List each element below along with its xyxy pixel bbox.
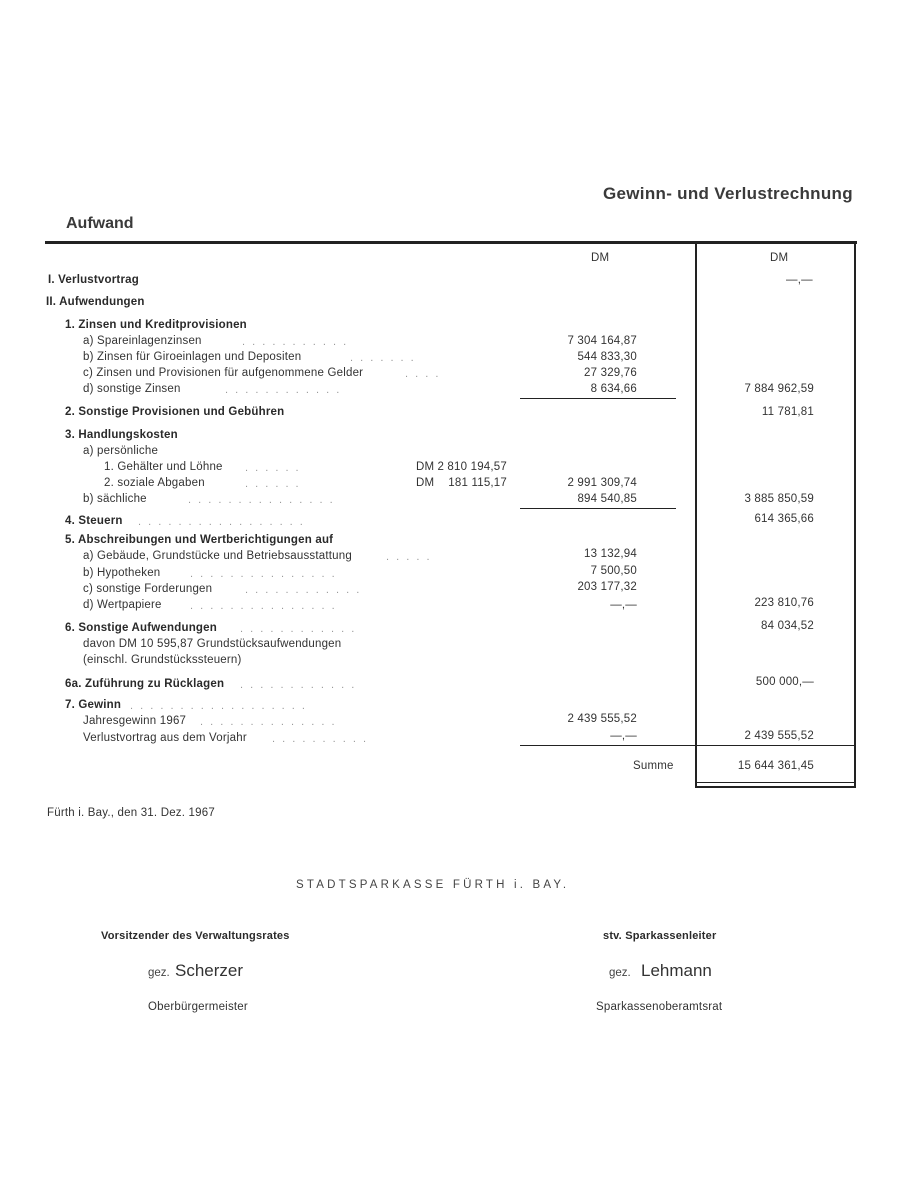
leader-dots: . . . . . . . . . . . . . . . <box>190 568 337 580</box>
column-header-dm-1: DM <box>591 252 610 264</box>
steuern-heading: 4. Steuern <box>65 515 123 527</box>
abschreibungen-a-label: a) Gebäude, Grundstücke und Betriebsausstattung <box>83 550 352 562</box>
right-gez: gez. <box>609 967 631 979</box>
left-signatory-title: Oberbürgermeister <box>148 1001 248 1013</box>
soziale-abgaben-label: 2. soziale Abgaben <box>104 477 205 489</box>
zinsen-d-label: d) sonstige Zinsen <box>83 383 181 395</box>
right-signatory-name: Lehmann <box>641 961 712 980</box>
leader-dots: . . . . . . . . . . . . <box>245 584 362 596</box>
soziale-abgaben-value: 181 115,17 <box>448 477 507 489</box>
steuern-total: 614 365,66 <box>754 513 814 525</box>
gewinn-total: 2 439 555,52 <box>744 730 814 742</box>
organization-name: STADTSPARKASSE FÜRTH i. BAY. <box>296 879 570 891</box>
right-signatory-role: stv. Sparkassenleiter <box>603 930 717 942</box>
double-rule-top <box>696 782 856 783</box>
leader-dots: . . . . . . . <box>350 352 416 364</box>
jahresgewinn-label: Jahresgewinn 1967 <box>83 715 187 727</box>
sonstige-aufwendungen-total: 84 034,52 <box>761 620 814 632</box>
gehaelter-currency: DM <box>416 461 435 473</box>
gehaelter-label: 1. Gehälter und Löhne <box>104 461 223 473</box>
leader-dots: . . . . . . . . . . . . <box>240 623 357 635</box>
left-signatory-role: Vorsitzender des Verwaltungsrates <box>101 930 290 942</box>
subtotal-rule <box>520 508 676 509</box>
handlungskosten-b-value: 894 540,85 <box>577 493 637 505</box>
place-date: Fürth i. Bay., den 31. Dez. 1967 <box>47 807 215 819</box>
zinsen-total: 7 884 962,59 <box>744 383 814 395</box>
provisionen-total: 11 781,81 <box>761 406 814 418</box>
provisionen-heading: 2. Sonstige Provisionen und Gebühren <box>65 406 285 418</box>
verlustvortrag-vorjahr-label: Verlustvortrag aus dem Vorjahr <box>83 732 247 744</box>
document-title: Gewinn- und Verlustrechnung <box>603 184 853 203</box>
jahresgewinn-value: 2 439 555,52 <box>567 713 637 725</box>
summe-value: 15 644 361,45 <box>737 760 814 772</box>
column-header-dm-2: DM <box>770 252 789 264</box>
abschreibungen-c-label: c) sonstige Forderungen <box>83 583 213 595</box>
left-gez: gez. <box>148 967 170 979</box>
leader-dots: . . . . . . . . . . . . <box>240 679 357 691</box>
row-verlustvortrag-value: —,— <box>786 274 813 286</box>
leader-dots: . . . . . . . . . . . . . . . . . <box>138 516 305 528</box>
zinsen-c-value: 27 329,76 <box>584 367 637 379</box>
leader-dots: . . . . . . . . . . . . . . . <box>188 494 335 506</box>
abschreibungen-a-value: 13 132,94 <box>584 548 637 560</box>
gehaelter-value: 2 810 194,57 <box>437 461 507 473</box>
handlungskosten-a-label: a) persönliche <box>83 445 159 457</box>
leader-dots: . . . . . . . . . . . <box>242 336 349 348</box>
ruecklagen-heading: 6a. Zuführung zu Rücklagen <box>65 678 225 690</box>
leader-dots: . . . . . . . . . . . . <box>225 384 342 396</box>
subtotal-rule <box>520 398 676 399</box>
leader-dots: . . . . <box>405 368 441 380</box>
zinsen-a-label: a) Spareinlagenzinsen <box>83 335 202 347</box>
right-signatory-title: Sparkassenoberamtsrat <box>596 1001 723 1013</box>
soziale-abgaben-currency: DM <box>416 477 435 489</box>
leader-dots: . . . . . . . . . . <box>272 733 369 745</box>
zinsen-b-value: 544 833,30 <box>577 351 637 363</box>
abschreibungen-d-label: d) Wertpapiere <box>83 599 162 611</box>
persoenliche-sum: 2 991 309,74 <box>567 477 637 489</box>
zinsen-b-label: b) Zinsen für Giroeinlagen und Depositen <box>83 351 302 363</box>
leader-dots: . . . . . . . . . . . . . . . <box>190 600 337 612</box>
left-signatory-name: Scherzer <box>175 961 244 980</box>
abschreibungen-b-value: 7 500,50 <box>590 565 637 577</box>
section-heading: Aufwand <box>66 215 134 232</box>
zinsen-a-value: 7 304 164,87 <box>567 335 637 347</box>
zinsen-d-value: 8 634,66 <box>590 383 637 395</box>
zinsen-c-label: c) Zinsen und Provisionen für aufgenommene Gelder <box>83 367 364 379</box>
leader-dots: . . . . . . . . . . . . . . . . . . <box>130 700 307 712</box>
abschreibungen-c-value: 203 177,32 <box>577 581 637 593</box>
leader-dots: . . . . . . . . . . . . . . <box>200 716 337 728</box>
sonstige-aufwendungen-note-2: (einschl. Grundstückssteuern) <box>83 654 242 666</box>
subtotal-rule <box>520 745 855 746</box>
handlungskosten-total: 3 885 850,59 <box>744 493 814 505</box>
handlungskosten-heading: 3. Handlungskosten <box>65 429 178 441</box>
verlustvortrag-vorjahr-value: —,— <box>610 730 637 742</box>
row-verlustvortrag-label: I. Verlustvortrag <box>48 274 139 286</box>
leader-dots: . . . . . . <box>245 478 301 490</box>
sonstige-aufwendungen-note-1: davon DM 10 595,87 Grundstücksaufwendungen <box>83 638 342 650</box>
top-rule <box>45 241 857 244</box>
leader-dots: . . . . . <box>386 551 432 563</box>
abschreibungen-b-label: b) Hypotheken <box>83 567 161 579</box>
handlungskosten-b-label: b) sächliche <box>83 493 147 505</box>
abschreibungen-d-value: —,— <box>610 599 637 611</box>
summe-label: Summe <box>633 760 674 772</box>
abschreibungen-total: 223 810,76 <box>754 597 814 609</box>
leader-dots: . . . . . . <box>245 462 301 474</box>
double-rule-bottom <box>696 786 856 788</box>
gewinn-heading: 7. Gewinn <box>65 699 122 711</box>
zinsen-heading: 1. Zinsen und Kreditprovisionen <box>65 319 247 331</box>
row-aufwendungen-label: II. Aufwendungen <box>46 296 145 308</box>
sonstige-aufwendungen-heading: 6. Sonstige Aufwendungen <box>65 622 217 634</box>
column-divider-right <box>854 241 856 788</box>
ruecklagen-total: 500 000,— <box>755 676 814 688</box>
abschreibungen-heading: 5. Abschreibungen und Wertberichtigungen auf <box>65 534 334 546</box>
